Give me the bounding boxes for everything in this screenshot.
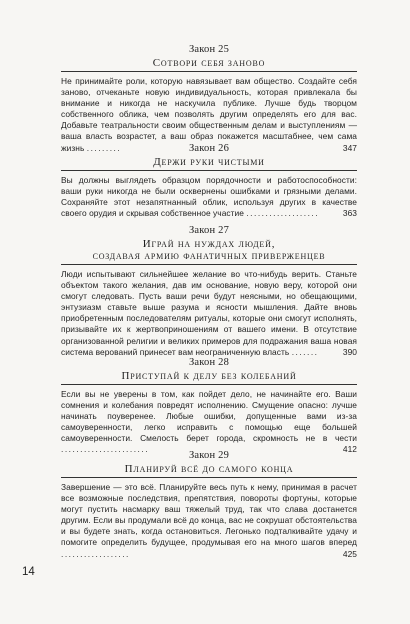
page-reference: 390 xyxy=(342,346,357,357)
law-29 xyxy=(61,450,357,560)
page-reference: 363 xyxy=(342,208,357,219)
law-title xyxy=(61,57,357,72)
law-body: Люди испытывают сильнейшее желание во что-нибудь верить. Станьте объектом такого желания, дав им основание, новую веру, которой они смогут следовать. Пусть ваши речи будут неясными, но обещающими, энтузиазм ставьте выше разума и ясности мышления. Дайте вновь приобретенным последователям ритуалы, которые они смогут исполнять, призывайте их к жертвоприношениям от вашего имени. В отсутствие организованной религии и великих примеров для подражания ваша новая система верований принесет вам неограниченную власть xyxy=(61,269,357,357)
law-title-text: Сотвори себя заново xyxy=(152,57,266,69)
law-text: Люди испытывают сильнейшее желание во что-нибудь верить. Станьте объектом такого желания, дав им основание, новую веру, которой они смогут следовать. Пусть ваши речи будут неясными, но обещающими, энтузиазм ставьте выше разума и ясности мышления. Дайте вновь приобретенным последователям ритуалы, которые они смогут исполнять, призывайте их к жертвоприношениям от вашего имени. В отсутствие организованной религии и великих примеров для подражания ваша новая система верований принесет вам неограниченную власть ....... 390 xyxy=(61,269,357,357)
law-number: Закон 29 xyxy=(188,450,230,461)
law-number: Закон 26 xyxy=(188,143,230,154)
page-reference: 425 xyxy=(342,548,357,559)
law-title xyxy=(61,156,357,171)
law-title-text: Играй на нуждах людей, xyxy=(142,238,276,250)
law-number: Закон 27 xyxy=(188,225,230,236)
law-title xyxy=(61,238,357,265)
law-text: Вы должны выглядеть образцом порядочности и работоспособности: ваши руки никогда не были осквернены ошибками и грязными делами. Сохраняйте этот незапятнанный облик, используя других в качестве своего орудия и скрывая собственное участие ................... 363 xyxy=(61,175,357,219)
law-title xyxy=(61,463,357,478)
law-title-text: Держи руки чистыми xyxy=(153,156,265,168)
law-body: Завершение — это всё. Планируйте весь путь к нему, принимая в расчет все возможные последствия, препятствия, повороты фортуны, которые могут пустить насмарку ваш тяжелый труд, так что слава достанется другим. Если вы продумали всё до конца, вас не сокрушат обстоятельства и вы будете знать, когда остановиться. Легонько подталкивайте удачу и помогите определить будущее, продумывая его на много шагов вперед xyxy=(61,482,357,548)
law-26 xyxy=(61,143,357,219)
page-number: 14 xyxy=(22,566,35,578)
law-number: Закон 28 xyxy=(188,357,230,368)
page-reference: 412 xyxy=(342,444,357,455)
law-title xyxy=(61,370,357,385)
law-text: Завершение — это всё. Планируйте весь путь к нему, принимая в расчет все возможные последствия, препятствия, повороты фортуны, которые могут пустить насмарку ваш тяжелый труд, так что слава достанется другим. Если вы продумали всё до конца, вас не сокрушат обстоятельства и вы будете знать, когда остановиться. Легонько подталкивайте удачу и помогите определить будущее, продумывая его на много шагов вперед .................. 425 xyxy=(61,482,357,559)
law-27 xyxy=(61,225,357,358)
law-number: Закон 25 xyxy=(188,44,230,55)
law-body: Если вы не уверены в том, как пойдет дело, не начинайте его. Ваши сомнения и колебания повредят исполнению. Смущение опасно: лучше начинать поуверенее. Любые ошибки, допущенные вами из-за самоуверенности, легко исправить с помощью еще большей самоуверенности. Смелость берет города, скромность не в чести xyxy=(61,389,357,444)
law-body: Не принимайте роли, которую навязывает вам общество. Создайте себя заново, отчеканьте новую индивидуальность, которая привлекала бы внимание и никогда не наскучила публике. Лучше будь творцом собственного облика, чем позволять другим определять его для вас. Добавьте театральности своим общественным делам и выступлениям — ваша власть возрастет, а ваш образ покажется масштабнее, чем сама жизнь xyxy=(61,76,357,153)
law-25 xyxy=(61,44,357,154)
law-body: Вы должны выглядеть образцом порядочности и работоспособности: ваши руки никогда не были осквернены ошибками и грязными делами. Сохраняйте этот незапятнанный облик, используя других в качестве своего орудия и скрывая собственное участие xyxy=(61,175,357,219)
law-title-text: Приступай к делу без колебаний xyxy=(121,370,297,382)
law-subtitle: создавая армию фанатичных приверженцев xyxy=(92,250,326,262)
law-text: Если вы не уверены в том, как пойдет дело, не начинайте его. Ваши сомнения и колебания повредят исполнению. Смущение опасно: лучше начинать поуверенее. Любые ошибки, допущенные вами из-за самоуверенности, легко исправить с помощью еще большей самоуверенности. Смелость берет города, скромность не в чести ....................... 412 xyxy=(61,389,357,455)
law-title-text: Планируй всё до самого конца xyxy=(124,463,294,475)
law-text: Не принимайте роли, которую навязывает вам общество. Создайте себя заново, отчеканьте новую индивидуальность, которая привлекала бы внимание и никогда не наскучила публике. Лучше будь творцом собственного облика, чем позволять другим определять его для вас. Добавьте театральности своим общественным делам и выступлениям — ваша власть возрастет, а ваш образ покажется масштабнее, чем сама жизнь ......... 347 xyxy=(61,76,357,153)
page-reference: 347 xyxy=(342,142,357,153)
law-28 xyxy=(61,357,357,456)
